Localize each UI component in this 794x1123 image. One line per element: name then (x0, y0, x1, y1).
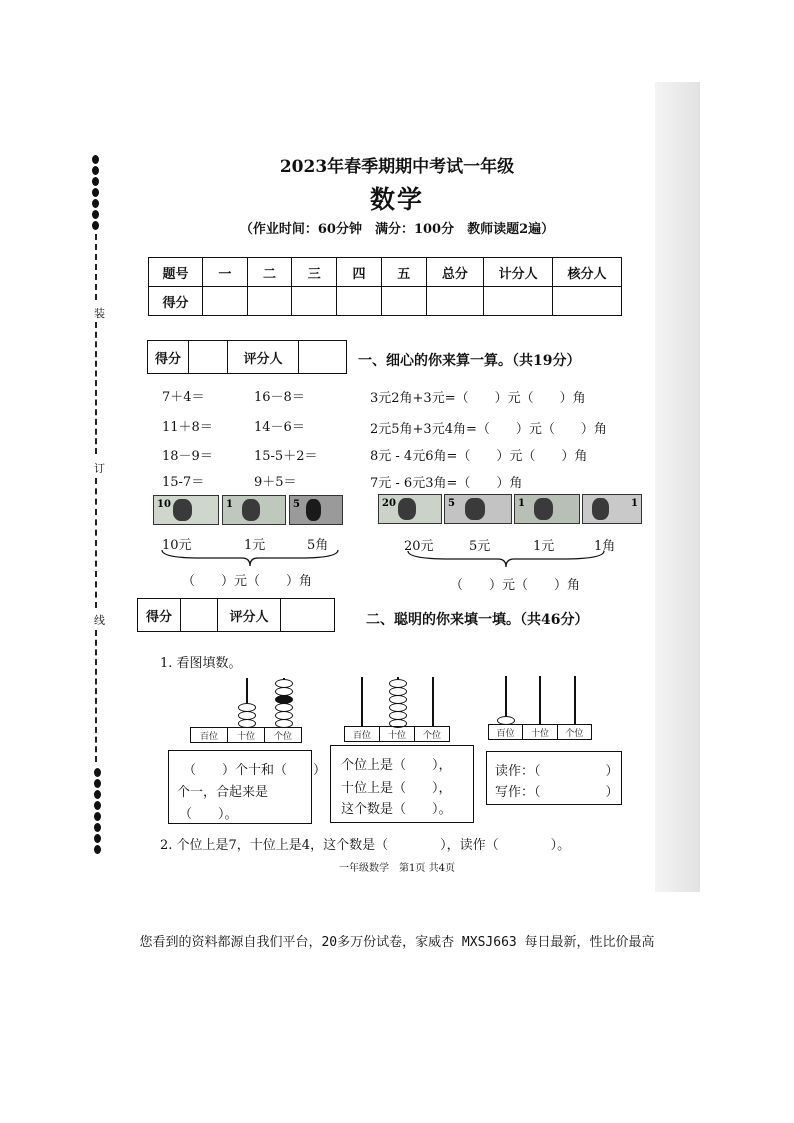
binding-dot (94, 812, 101, 821)
table-cell: 核分人 (553, 258, 622, 287)
box-text: 这个数是（ ）。 (341, 802, 452, 817)
place-label-ones: 个位 (565, 728, 584, 739)
exam-meta: （作业时间：60分钟 满分：100分 教师读题2遍） (239, 222, 555, 237)
score-input-cell[interactable] (202, 287, 247, 316)
score-table-header-row (149, 258, 622, 287)
box-text: 读作：（ ） (495, 764, 619, 779)
box-text: 个一，合起来是 (177, 785, 269, 800)
binding-label-xian: 线 (94, 614, 105, 627)
gradebox-score-cell[interactable] (181, 599, 218, 631)
banknote-1-yuan: 1 (514, 494, 580, 524)
score-input-cell[interactable] (337, 287, 382, 316)
exam-title: 2023年春季期期中考试一年级 (279, 157, 515, 177)
arith-problem: 7＋4＝ (162, 390, 205, 405)
binding-dashed-line (95, 630, 97, 762)
bill-label: 1元 (533, 539, 555, 554)
banknote-1-jiao: 1 (582, 494, 642, 524)
binding-label-ding: 订 (94, 462, 105, 475)
gradebox-score-label: 得分 (148, 341, 189, 373)
bill-label: 5元 (469, 539, 491, 554)
bill-label: 1元 (244, 538, 266, 553)
place-label-tens: 十位 (523, 725, 557, 739)
brace-left (160, 548, 340, 570)
arith-problem: 11＋8＝ (162, 420, 213, 435)
arith-problem: 14－6＝ (254, 420, 305, 435)
section1-gradebox (147, 340, 347, 374)
place-label-hundreds: 百位 (345, 727, 380, 741)
bills-right-answer: （ ）元（ ）角 (450, 578, 581, 593)
binding-dot (94, 845, 101, 854)
binding-label-zhuang: 装 (94, 307, 105, 320)
score-table-score-row (149, 287, 622, 316)
gradebox-grader-cell[interactable] (299, 341, 346, 373)
box-text: （ ）。 (179, 807, 238, 822)
abacus-place-labels (190, 727, 302, 743)
bill-label: 20元 (404, 539, 434, 554)
place-label-tens: 十位 (228, 728, 265, 742)
gradebox-grader-label: 评分人 (218, 599, 281, 631)
box-text: （ ）个十和（ ） (183, 763, 327, 778)
binding-dot (94, 801, 101, 810)
binding-dot (94, 768, 101, 777)
question-1-prompt: 1. 看图填数。 (160, 656, 242, 671)
gradebox-grader-label: 评分人 (228, 341, 299, 373)
banknote-5-yuan: 5 (444, 494, 512, 524)
gradebox-grader-cell[interactable] (281, 599, 334, 631)
table-cell: 五 (381, 258, 426, 287)
binding-dashed-line (95, 234, 97, 300)
arith-problem: 16－8＝ (254, 390, 305, 405)
section1-title: 一、细心的你来算一算。（共19分） (358, 353, 581, 369)
table-cell: 计分人 (484, 258, 553, 287)
bill-label: 10元 (162, 538, 192, 553)
arith-problem: 9＋5＝ (254, 475, 297, 490)
abacus-place-labels (344, 726, 450, 742)
banknote-5-jiao: 5 (289, 495, 343, 525)
page-footer: 一年级数学 第1页 共4页 (339, 863, 455, 874)
table-cell: 题号 (149, 258, 203, 287)
score-table (148, 257, 622, 316)
place-label-ones: 个位 (273, 731, 292, 742)
score-input-cell[interactable] (484, 287, 553, 316)
arith-problem: 15-5＋2＝ (254, 449, 318, 464)
place-label-hundreds: 百位 (191, 728, 228, 742)
answer-box-3 (486, 751, 622, 805)
answer-box-1 (168, 750, 327, 824)
bills-left-answer: （ ）元（ ）角 (182, 574, 313, 589)
box-text: 写作：（ ） (495, 785, 619, 800)
score-input-cell[interactable] (426, 287, 484, 316)
table-cell: 一 (202, 258, 247, 287)
money-problem: 7元 - 6元3角=（ ）角 (370, 476, 523, 491)
gradebox-score-cell[interactable] (189, 341, 228, 373)
score-input-cell[interactable] (381, 287, 426, 316)
brace-right (406, 549, 606, 571)
place-label-ones: 个位 (422, 730, 441, 741)
bottom-note: 您看到的资料都源自我们平台，20多万份试卷，家威杏 MXSJ663 每日最新，性比价最高 (139, 935, 655, 950)
score-input-cell[interactable] (553, 287, 622, 316)
money-problem: 2元5角+3元4角=（ ）元（ ）角 (370, 422, 607, 437)
binding-dot (94, 790, 101, 799)
banknote-1-yuan: 1 (222, 495, 286, 525)
table-cell: 二 (247, 258, 292, 287)
abacus-place-labels (488, 724, 592, 740)
place-label-hundreds: 百位 (489, 725, 523, 739)
binding-dot (94, 779, 101, 788)
gradebox-score-label: 得分 (138, 599, 181, 631)
binding-dashed-line (95, 322, 97, 454)
score-input-cell[interactable] (292, 287, 337, 316)
box-text: 个位上是（ ）， (341, 758, 452, 773)
bill-label: 1角 (594, 539, 616, 554)
binding-dot (94, 823, 101, 832)
section2-gradebox (137, 598, 335, 632)
place-label-tens: 十位 (380, 727, 415, 741)
box-text: 十位上是（ ）， (341, 781, 452, 796)
bill-label: 5角 (307, 538, 329, 553)
question-2: 2. 个位上是7，十位上是4，这个数是（ ），读作（ ）。 (160, 838, 571, 853)
money-problem: 8元 - 4元6角=（ ）元（ ）角 (370, 449, 588, 464)
banknote-10-yuan: 10 (153, 495, 219, 525)
money-problem: 3元2角+3元=（ ）元（ ）角 (370, 391, 586, 406)
answer-box-2 (330, 745, 474, 823)
binding-dashed-line (95, 478, 97, 608)
score-input-cell[interactable] (247, 287, 292, 316)
binding-dot (94, 834, 101, 843)
arith-problem: 15-7＝ (162, 475, 205, 490)
table-cell: 四 (337, 258, 382, 287)
table-cell: 三 (292, 258, 337, 287)
table-cell: 得分 (149, 287, 203, 316)
table-cell: 总分 (426, 258, 484, 287)
banknote-20-yuan: 20 (378, 494, 442, 524)
arith-problem: 18－9＝ (162, 449, 213, 464)
section2-title: 二、聪明的你来填一填。（共46分） (366, 612, 589, 628)
exam-subject: 数学 (369, 185, 424, 214)
